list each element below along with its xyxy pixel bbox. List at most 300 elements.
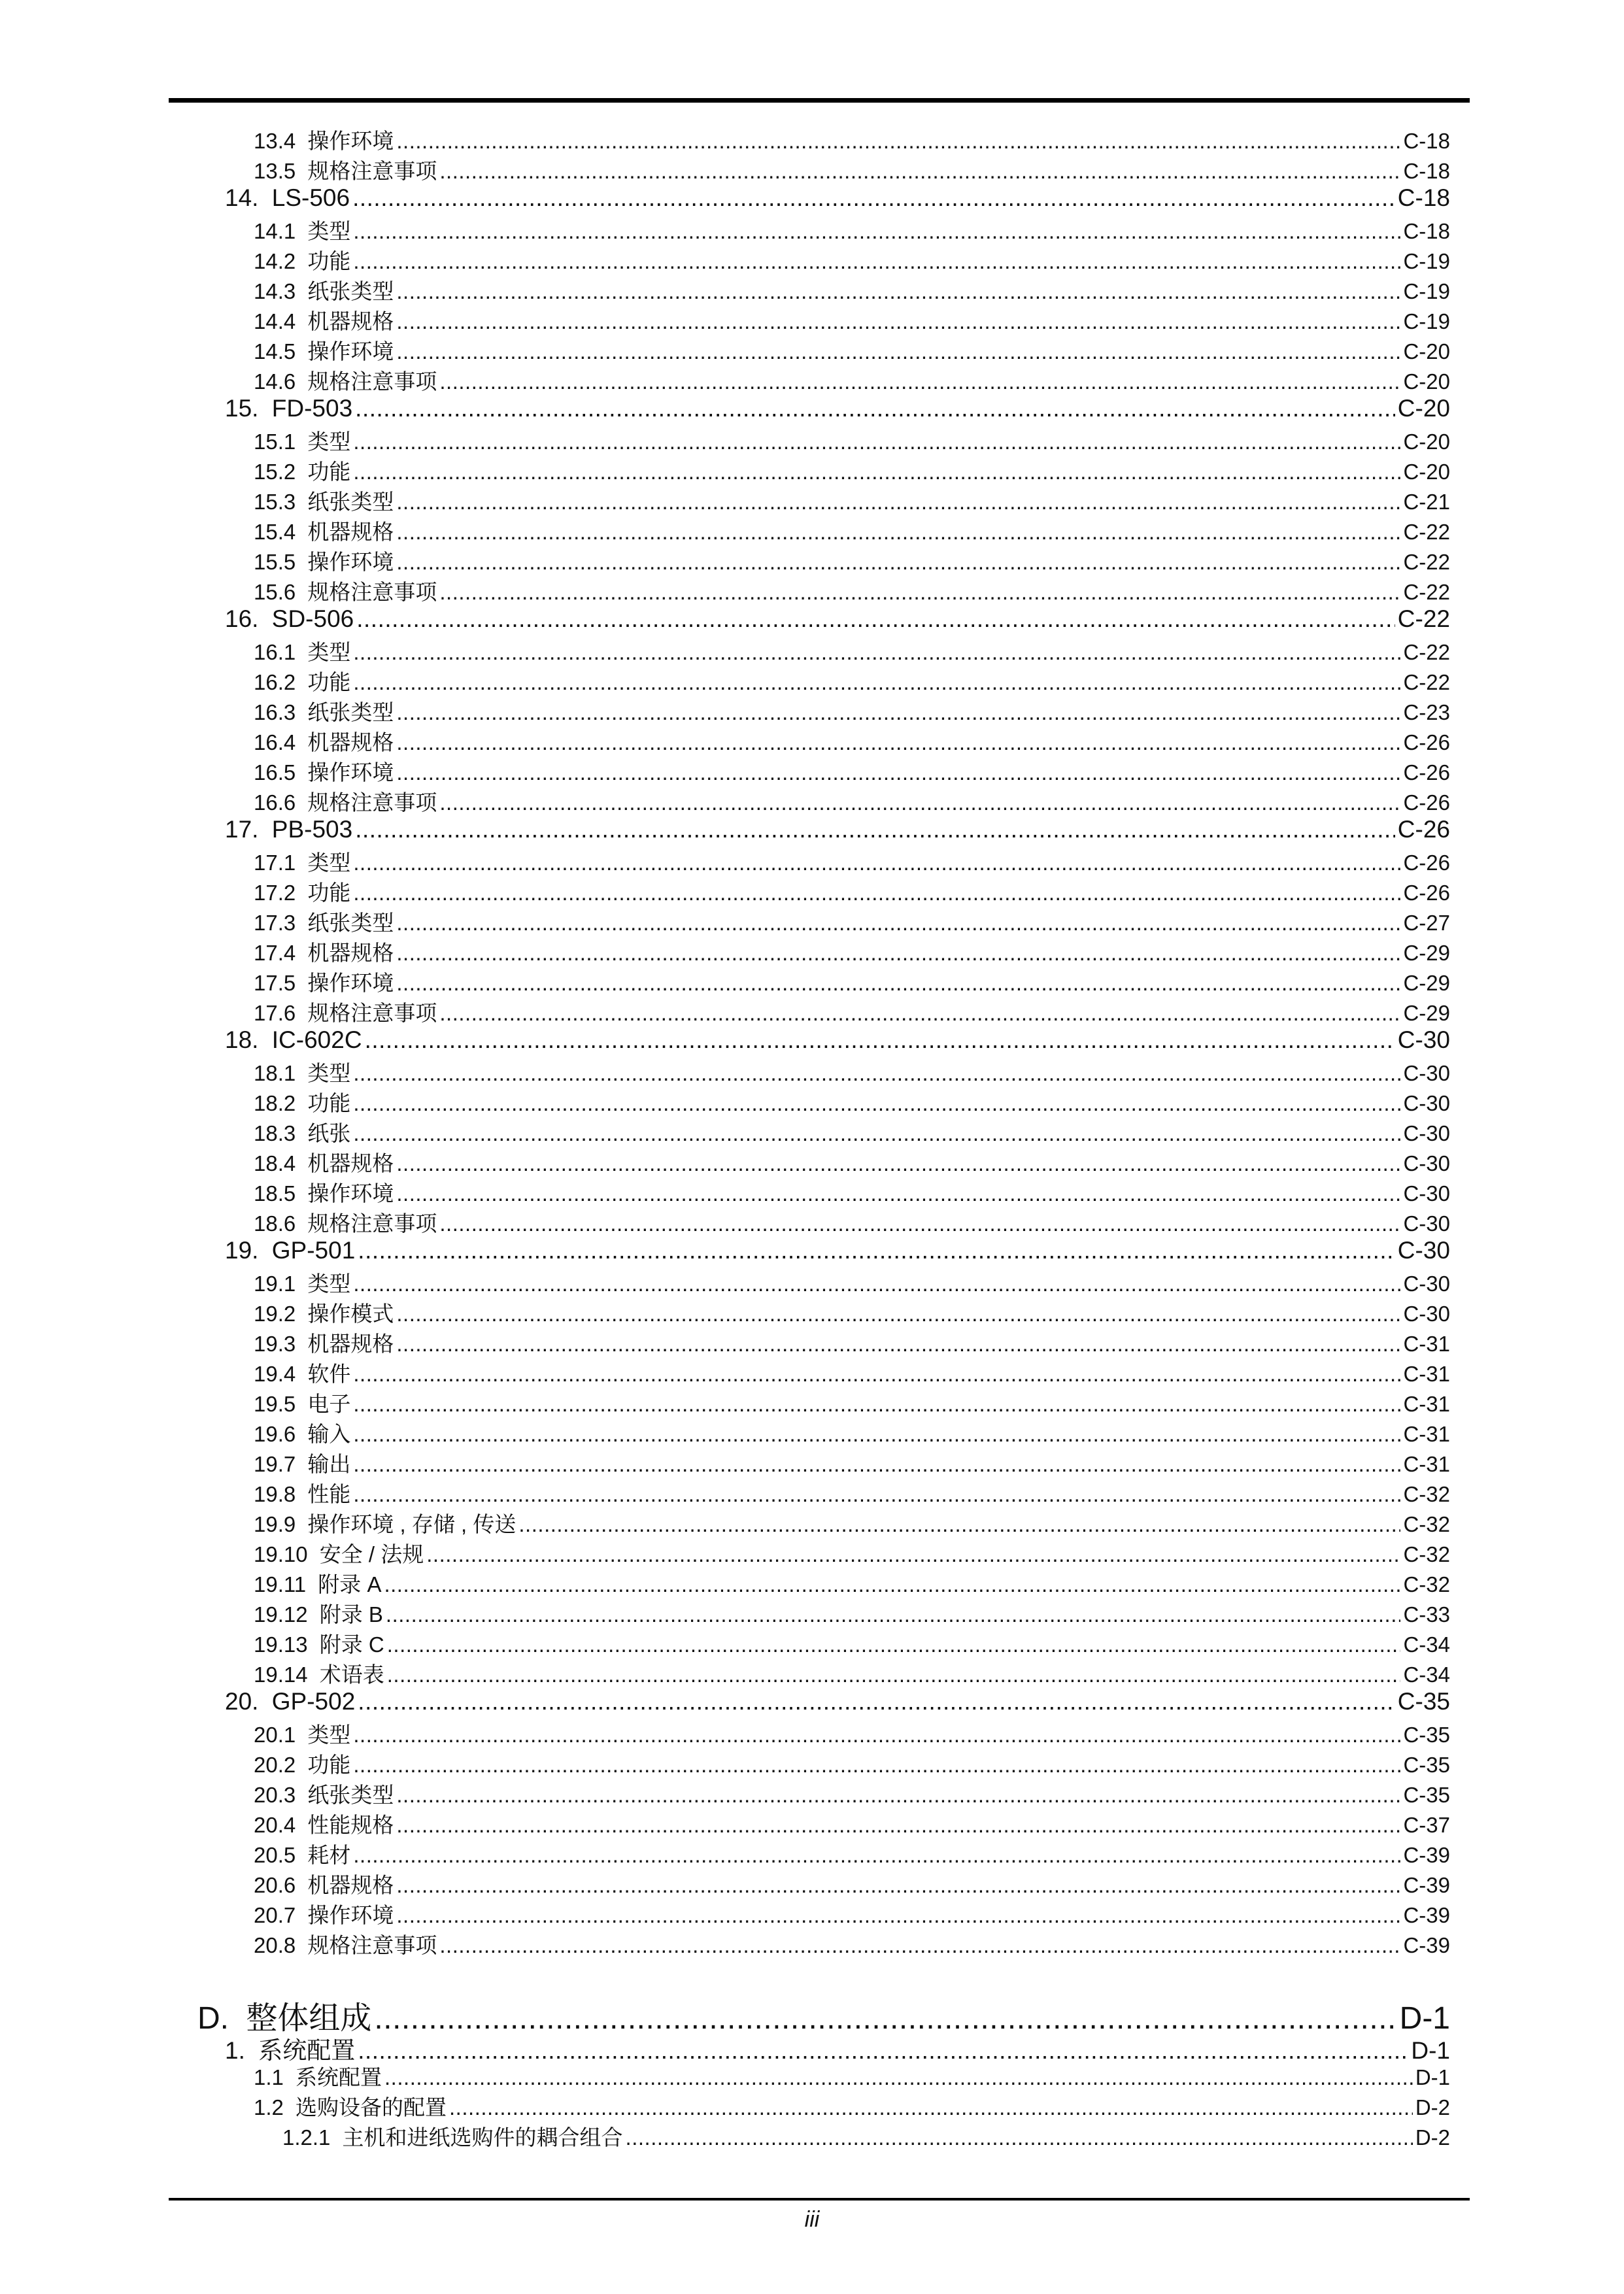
toc-entry-page: C-30 bbox=[1403, 1272, 1450, 1296]
toc-entry-number: 14.1 bbox=[254, 219, 296, 243]
toc-entry[interactable] bbox=[225, 1237, 1450, 1267]
toc-dot-leader bbox=[353, 881, 1400, 905]
toc-entry-title: 术语表 bbox=[319, 1662, 384, 1687]
toc-entry-number: 18.3 bbox=[254, 1121, 296, 1145]
toc-entry-number: 16.4 bbox=[254, 730, 296, 754]
toc-entry-page: C-29 bbox=[1403, 1001, 1450, 1025]
toc-entry-page: D-2 bbox=[1415, 2125, 1450, 2150]
toc-dot-leader bbox=[353, 851, 1400, 875]
toc-entry-title: 附录 A bbox=[318, 1572, 382, 1596]
toc-entry[interactable] bbox=[254, 966, 1450, 996]
toc-entry-title: 类型 bbox=[307, 219, 351, 243]
toc-entry-title: 操作环境 bbox=[307, 760, 394, 784]
toc-dot-leader bbox=[353, 1362, 1400, 1387]
toc-entry[interactable] bbox=[254, 485, 1450, 515]
toc-dot-leader bbox=[449, 2095, 1413, 2120]
toc-entry-number: 15. bbox=[225, 395, 259, 422]
toc-entry[interactable] bbox=[254, 154, 1450, 184]
toc-dot-leader bbox=[396, 730, 1400, 755]
toc-entry-page: C-30 bbox=[1403, 1151, 1450, 1175]
toc-entry-title: 功能 bbox=[307, 249, 351, 273]
toc-entry-number: 14.2 bbox=[254, 249, 296, 273]
toc-entry-title: 规格注意事项 bbox=[307, 1001, 437, 1025]
toc-entry-page: C-26 bbox=[1403, 851, 1450, 875]
toc-entry[interactable] bbox=[254, 1658, 1450, 1688]
toc-entry-number: 19.4 bbox=[254, 1362, 296, 1386]
toc-dot-leader bbox=[396, 911, 1400, 936]
toc-entry[interactable] bbox=[254, 906, 1450, 936]
toc-entry[interactable] bbox=[225, 1688, 1450, 1718]
toc-dot-leader bbox=[353, 1843, 1400, 1868]
toc-entry-page: C-30 bbox=[1403, 1211, 1450, 1236]
toc-entry-page: C-23 bbox=[1403, 700, 1450, 724]
toc-entry-number: 17.2 bbox=[254, 881, 296, 905]
toc-entry-page: C-32 bbox=[1403, 1572, 1450, 1596]
toc-dot-leader bbox=[353, 249, 1400, 274]
toc-entry[interactable] bbox=[254, 876, 1450, 906]
toc-entry-number: 19. bbox=[225, 1237, 259, 1264]
toc-dot-leader bbox=[396, 309, 1400, 334]
toc-entry[interactable] bbox=[254, 1056, 1450, 1087]
toc-entry[interactable] bbox=[254, 1868, 1450, 1898]
toc-entry[interactable] bbox=[254, 1087, 1450, 1117]
toc-dot-leader bbox=[396, 971, 1400, 996]
toc-entry-title: 操作环境 bbox=[307, 971, 394, 995]
toc-entry-page: C-26 bbox=[1403, 730, 1450, 754]
toc-entry-title: 规格注意事项 bbox=[307, 369, 437, 394]
toc-entry-number: 17.5 bbox=[254, 971, 296, 995]
toc-entry-number: 1.2.1 bbox=[282, 2125, 331, 2150]
toc-dot-leader bbox=[396, 1151, 1400, 1176]
toc-entry-title: 功能 bbox=[307, 670, 351, 694]
toc-entry-title: 类型 bbox=[307, 851, 351, 875]
toc-dot-leader bbox=[355, 395, 1395, 422]
toc-entry-page: C-30 bbox=[1403, 1121, 1450, 1145]
toc-entry[interactable] bbox=[254, 1327, 1450, 1357]
toc-entry-title: 主机和进纸选购件的耦合组合 bbox=[342, 2125, 623, 2150]
toc-entry[interactable] bbox=[254, 846, 1450, 876]
toc-entry[interactable] bbox=[254, 786, 1450, 816]
toc-entry-number: 20.5 bbox=[254, 1843, 296, 1867]
toc-entry-number: 16.2 bbox=[254, 670, 296, 694]
toc-entry-page: C-22 bbox=[1403, 640, 1450, 664]
toc-entry[interactable] bbox=[254, 1929, 1450, 1959]
toc-dot-leader bbox=[353, 670, 1400, 695]
toc-entry-page: C-29 bbox=[1403, 941, 1450, 965]
toc-entry[interactable] bbox=[254, 245, 1450, 275]
toc-entry-page: C-22 bbox=[1403, 670, 1450, 694]
toc-entry-page: C-30 bbox=[1403, 1091, 1450, 1115]
toc-entry-page: C-22 bbox=[1403, 550, 1450, 574]
toc-entry-number: 16.3 bbox=[254, 700, 296, 724]
toc-entry-number: 17. bbox=[225, 816, 259, 843]
toc-dot-leader bbox=[384, 1572, 1400, 1597]
toc-entry[interactable] bbox=[254, 1297, 1450, 1327]
toc-entry[interactable] bbox=[254, 1628, 1450, 1658]
toc-entry-page: C-20 bbox=[1403, 339, 1450, 363]
toc-entry[interactable] bbox=[254, 2061, 1450, 2091]
toc-entry-page: C-37 bbox=[1403, 1813, 1450, 1837]
toc-entry-number: 14. bbox=[225, 184, 259, 211]
toc-dot-leader bbox=[353, 1121, 1400, 1146]
toc-entry-page: C-26 bbox=[1403, 881, 1450, 905]
toc-entry-title: 操作环境 , 存储 , 传送 bbox=[307, 1512, 516, 1536]
toc-dot-leader bbox=[353, 1452, 1400, 1477]
toc-entry-number: 18.1 bbox=[254, 1061, 296, 1085]
toc-entry-page: C-19 bbox=[1403, 309, 1450, 333]
toc-entry-page: C-30 bbox=[1403, 1181, 1450, 1206]
toc-entry-title: 机器规格 bbox=[307, 941, 394, 965]
toc-entry-title: 类型 bbox=[307, 1061, 351, 1085]
toc-entry[interactable] bbox=[254, 1778, 1450, 1808]
toc-entry[interactable] bbox=[254, 726, 1450, 756]
toc-entry-title: 功能 bbox=[307, 881, 351, 905]
toc-entry-page: C-30 bbox=[1403, 1061, 1450, 1085]
toc-entry-page: C-30 bbox=[1397, 1026, 1450, 1053]
toc-entry[interactable] bbox=[225, 605, 1450, 635]
toc-entry-number: 17.6 bbox=[254, 1001, 296, 1025]
toc-entry-number: 15.1 bbox=[254, 430, 296, 454]
toc-entry-number: 16.6 bbox=[254, 790, 296, 815]
toc-dot-leader bbox=[353, 1272, 1400, 1296]
toc-dot-leader bbox=[396, 279, 1400, 304]
toc-entry-page: C-22 bbox=[1403, 520, 1450, 544]
toc-dot-leader bbox=[439, 790, 1400, 815]
toc-entry-title: 机器规格 bbox=[307, 730, 394, 754]
toc-dot-leader bbox=[518, 1512, 1400, 1537]
toc-entry-page: C-31 bbox=[1403, 1392, 1450, 1416]
toc-entry-number: 1.2 bbox=[254, 2095, 284, 2119]
toc-dot-leader bbox=[396, 1903, 1400, 1928]
toc-entry-page: C-29 bbox=[1403, 971, 1450, 995]
toc-entry[interactable] bbox=[254, 1898, 1450, 1929]
toc-entry[interactable] bbox=[254, 1718, 1450, 1748]
toc-dot-leader bbox=[396, 1783, 1400, 1808]
toc-entry-title: 机器规格 bbox=[307, 309, 394, 333]
toc-dot-leader bbox=[439, 159, 1400, 184]
toc-entry-title: 操作环境 bbox=[307, 550, 394, 574]
toc-entry-title: 规格注意事项 bbox=[307, 790, 437, 815]
toc-entry-title: 规格注意事项 bbox=[307, 580, 437, 604]
toc-entry-title: 纸张类型 bbox=[307, 490, 394, 514]
toc-entry-number: 13.4 bbox=[254, 129, 296, 153]
toc-entry-page: C-32 bbox=[1403, 1512, 1450, 1536]
toc-entry-number: 1. bbox=[225, 2037, 245, 2064]
toc-entry-title: 功能 bbox=[307, 1091, 351, 1115]
toc-entry[interactable] bbox=[254, 1447, 1450, 1477]
toc-entry-page: C-31 bbox=[1403, 1332, 1450, 1356]
toc-dot-leader bbox=[353, 1753, 1400, 1778]
toc-entry-number: 17.1 bbox=[254, 851, 296, 875]
toc-entry-number: 16. bbox=[225, 605, 259, 632]
toc-entry-title: GP-502 bbox=[271, 1688, 356, 1715]
toc-entry-number: 19.12 bbox=[254, 1602, 308, 1627]
toc-entry[interactable] bbox=[254, 1177, 1450, 1207]
toc-entry-number: 19.8 bbox=[254, 1482, 296, 1506]
toc-entry-page: C-31 bbox=[1403, 1422, 1450, 1446]
toc-entry-title: GP-501 bbox=[271, 1237, 356, 1264]
toc-entry-page: C-26 bbox=[1403, 760, 1450, 784]
toc-entry[interactable] bbox=[254, 666, 1450, 696]
toc-entry-page: C-20 bbox=[1403, 460, 1450, 484]
toc-entry-title: 电子 bbox=[307, 1392, 351, 1416]
toc-dot-leader bbox=[396, 760, 1400, 785]
toc-entry-title: 机器规格 bbox=[307, 520, 394, 544]
toc-entry-number: 20.7 bbox=[254, 1903, 296, 1927]
toc-entry-title: 操作环境 bbox=[307, 1903, 394, 1927]
toc-entry[interactable] bbox=[254, 1387, 1450, 1417]
toc-entry-page: C-22 bbox=[1403, 580, 1450, 604]
toc-entry[interactable] bbox=[254, 124, 1450, 154]
toc-entry-number: D. bbox=[197, 2001, 229, 2036]
toc-dot-leader bbox=[426, 1542, 1400, 1567]
toc-entry-page: D-1 bbox=[1411, 2037, 1450, 2064]
toc-entry-page: C-39 bbox=[1403, 1873, 1450, 1897]
toc-entry-number: 20.8 bbox=[254, 1933, 296, 1957]
toc-entry-number: 19.9 bbox=[254, 1512, 296, 1536]
toc-dot-leader bbox=[353, 430, 1400, 454]
toc-entry[interactable] bbox=[254, 305, 1450, 335]
toc-entry[interactable] bbox=[254, 1147, 1450, 1177]
toc-dot-leader bbox=[353, 1392, 1400, 1417]
toc-entry-title: 操作环境 bbox=[307, 129, 394, 153]
toc-entry-title: 功能 bbox=[307, 460, 351, 484]
toc-entry-number: 19.6 bbox=[254, 1422, 296, 1446]
toc-entry-page: C-27 bbox=[1403, 911, 1450, 935]
toc-dot-leader bbox=[396, 1302, 1400, 1326]
toc-entry[interactable] bbox=[225, 2031, 1450, 2064]
toc-dot-leader bbox=[387, 1632, 1401, 1657]
toc-entry-title: PB-503 bbox=[271, 816, 353, 843]
toc-entry-number: 14.5 bbox=[254, 339, 296, 363]
toc-entry-number: 18.4 bbox=[254, 1151, 296, 1175]
toc-entry-title: 输入 bbox=[307, 1422, 351, 1446]
toc-entry-number: 19.14 bbox=[254, 1662, 308, 1687]
toc-entry-title: SD-506 bbox=[271, 605, 354, 632]
toc-entry-number: 14.4 bbox=[254, 309, 296, 333]
toc-entry[interactable] bbox=[254, 1568, 1450, 1598]
toc-dot-leader bbox=[353, 1061, 1400, 1086]
toc-entry-number: 20.4 bbox=[254, 1813, 296, 1837]
toc-entry[interactable] bbox=[254, 1357, 1450, 1387]
toc-entry-title: 耗材 bbox=[307, 1843, 351, 1867]
toc-entry-title: 纸张类型 bbox=[307, 279, 394, 303]
toc-entry[interactable] bbox=[254, 425, 1450, 455]
toc-entry-title: 安全 / 法规 bbox=[319, 1542, 424, 1566]
toc-entry-number: 19.2 bbox=[254, 1302, 296, 1326]
toc-entry[interactable] bbox=[254, 515, 1450, 545]
toc-entry-title: 机器规格 bbox=[307, 1332, 394, 1356]
toc-entry-number: 20.1 bbox=[254, 1723, 296, 1747]
toc-entry[interactable] bbox=[197, 1993, 1450, 2036]
toc-dot-leader bbox=[353, 1482, 1400, 1507]
toc-entry-title: 软件 bbox=[307, 1362, 351, 1386]
toc-entry[interactable] bbox=[254, 335, 1450, 365]
toc-entry-title: 系统配置 bbox=[296, 2065, 382, 2089]
toc-dot-leader bbox=[384, 2065, 1413, 2090]
toc-entry-page: D-2 bbox=[1415, 2095, 1450, 2119]
toc-dot-leader bbox=[396, 941, 1400, 966]
toc-entry-number: 15.2 bbox=[254, 460, 296, 484]
toc-entry-title: 功能 bbox=[307, 1753, 351, 1777]
toc-dot-leader bbox=[396, 1873, 1400, 1898]
toc-entry[interactable] bbox=[254, 1838, 1450, 1868]
toc-dot-leader bbox=[356, 605, 1395, 633]
toc-entry-page: C-19 bbox=[1403, 249, 1450, 273]
toc-entry-page: C-18 bbox=[1403, 219, 1450, 243]
toc-entry-number: 20.3 bbox=[254, 1783, 296, 1807]
toc-entry-page: C-18 bbox=[1397, 184, 1450, 211]
toc-entry-number: 19.10 bbox=[254, 1542, 308, 1566]
toc-dot-leader bbox=[386, 1602, 1401, 1627]
toc-entry[interactable] bbox=[225, 816, 1450, 846]
toc-entry-title: 类型 bbox=[307, 1723, 351, 1747]
toc-entry[interactable] bbox=[282, 2121, 1450, 2151]
toc-dot-leader bbox=[352, 184, 1395, 212]
toc-entry-number: 18.2 bbox=[254, 1091, 296, 1115]
toc-entry-title: 规格注意事项 bbox=[307, 1211, 437, 1236]
toc-entry-number: 18.5 bbox=[254, 1181, 296, 1206]
toc-dot-leader bbox=[353, 1422, 1400, 1447]
toc-entry-page: C-20 bbox=[1403, 430, 1450, 454]
toc-entry-number: 1.1 bbox=[254, 2065, 284, 2089]
toc-entry[interactable] bbox=[254, 275, 1450, 305]
toc-entry[interactable] bbox=[254, 696, 1450, 726]
toc-entry-number: 20. bbox=[225, 1688, 259, 1715]
toc-entry-number: 19.11 bbox=[254, 1572, 307, 1596]
toc-entry-page: C-31 bbox=[1403, 1452, 1450, 1476]
toc-dot-leader bbox=[353, 1723, 1400, 1747]
toc-entry-title: 输出 bbox=[307, 1452, 351, 1476]
toc-entry[interactable] bbox=[254, 936, 1450, 966]
toc-entry-page: C-19 bbox=[1403, 279, 1450, 303]
toc-entry-number: 19.1 bbox=[254, 1272, 296, 1296]
toc-entry[interactable] bbox=[254, 1267, 1450, 1297]
toc-dot-leader bbox=[353, 640, 1400, 665]
toc-entry-title: 附录 C bbox=[319, 1632, 384, 1657]
toc-dot-leader bbox=[396, 520, 1400, 545]
toc-entry[interactable] bbox=[254, 1117, 1450, 1147]
toc-entry-page: C-18 bbox=[1403, 159, 1450, 183]
toc-entry-title: 纸张类型 bbox=[307, 1783, 394, 1807]
toc-entry-page: D-1 bbox=[1415, 2065, 1450, 2089]
toc-entry-page: C-32 bbox=[1403, 1542, 1450, 1566]
toc-entry-page: C-20 bbox=[1403, 369, 1450, 394]
toc-entry-title: 规格注意事项 bbox=[307, 1933, 437, 1957]
toc-entry[interactable] bbox=[254, 1207, 1450, 1237]
toc-entry-page: C-32 bbox=[1403, 1482, 1450, 1506]
toc-entry-number: 15.5 bbox=[254, 550, 296, 574]
toc-dot-leader bbox=[396, 1181, 1400, 1206]
toc-entry-page: C-39 bbox=[1403, 1903, 1450, 1927]
toc-entry-page: C-39 bbox=[1403, 1933, 1450, 1957]
toc-entry-title: 纸张 bbox=[307, 1121, 351, 1145]
toc-entry-number: 15.6 bbox=[254, 580, 296, 604]
toc-dot-leader bbox=[396, 1332, 1400, 1357]
toc-dot-leader bbox=[396, 550, 1400, 575]
toc-entry[interactable] bbox=[254, 545, 1450, 575]
toc-entry[interactable] bbox=[254, 1598, 1450, 1628]
toc-entry-page: C-30 bbox=[1403, 1302, 1450, 1326]
toc-entry-title: FD-503 bbox=[271, 395, 353, 422]
toc-entry-page: C-33 bbox=[1403, 1602, 1450, 1627]
footer-page-number: iii bbox=[804, 2207, 820, 2232]
toc-entry-title: 纸张类型 bbox=[307, 911, 394, 935]
toc-entry-page: C-35 bbox=[1397, 1688, 1450, 1715]
toc-entry-title: 性能规格 bbox=[307, 1813, 394, 1837]
toc-entry-number: 13.5 bbox=[254, 159, 296, 183]
toc-entry[interactable] bbox=[254, 2091, 1450, 2121]
toc-entry-number: 14.3 bbox=[254, 279, 296, 303]
toc-entry[interactable] bbox=[254, 365, 1450, 395]
toc-entry-number: 18.6 bbox=[254, 1211, 296, 1236]
toc-entry[interactable] bbox=[254, 214, 1450, 245]
toc-entry-number: 19.13 bbox=[254, 1632, 308, 1657]
toc-entry-page: C-22 bbox=[1397, 605, 1450, 632]
toc-entry-page: C-34 bbox=[1403, 1662, 1450, 1687]
toc-entry[interactable] bbox=[254, 1748, 1450, 1778]
toc-entry-page: C-31 bbox=[1403, 1362, 1450, 1386]
toc-entry-title: 规格注意事项 bbox=[307, 159, 437, 183]
toc-entry-page: D-1 bbox=[1399, 2001, 1450, 2036]
toc-entry-number: 19.7 bbox=[254, 1452, 296, 1476]
toc-entry-title: 机器规格 bbox=[307, 1873, 394, 1897]
toc-entry[interactable] bbox=[254, 455, 1450, 485]
toc-dot-leader bbox=[387, 1662, 1401, 1687]
toc-entry-page: C-34 bbox=[1403, 1632, 1450, 1657]
toc-entry-page: C-35 bbox=[1403, 1723, 1450, 1747]
toc-entry-title: 性能 bbox=[307, 1482, 351, 1506]
toc-dot-leader bbox=[353, 460, 1400, 484]
toc-entry[interactable] bbox=[254, 1477, 1450, 1508]
toc-dot-leader bbox=[365, 1026, 1395, 1054]
toc-dot-leader bbox=[396, 129, 1400, 154]
header-rule bbox=[169, 98, 1470, 103]
footer-rule bbox=[169, 2198, 1470, 2201]
toc-entry[interactable] bbox=[254, 575, 1450, 605]
toc-entry-number: 14.6 bbox=[254, 369, 296, 394]
toc-entry-number: 16.5 bbox=[254, 760, 296, 784]
toc-entry[interactable] bbox=[225, 1026, 1450, 1056]
toc-entry-title: 操作环境 bbox=[307, 1181, 394, 1206]
toc-dot-leader bbox=[396, 490, 1400, 514]
toc-entry[interactable] bbox=[254, 1508, 1450, 1538]
toc-dot-leader bbox=[396, 1813, 1400, 1838]
toc-entry[interactable] bbox=[254, 635, 1450, 666]
toc-entry[interactable] bbox=[225, 184, 1450, 214]
toc-entry[interactable] bbox=[254, 996, 1450, 1026]
toc-dot-leader bbox=[439, 1211, 1400, 1236]
toc-entry[interactable] bbox=[254, 1417, 1450, 1447]
toc-entry-page: C-26 bbox=[1403, 790, 1450, 815]
toc-entry-number: 18. bbox=[225, 1026, 259, 1053]
toc-entry-title: 整体组成 bbox=[246, 2001, 372, 2036]
toc-entry-number: 20.6 bbox=[254, 1873, 296, 1897]
toc-entry-title: 操作环境 bbox=[307, 339, 394, 363]
toc-entry[interactable] bbox=[254, 1538, 1450, 1568]
toc-entry-number: 19.5 bbox=[254, 1392, 296, 1416]
toc-entry[interactable] bbox=[254, 1808, 1450, 1838]
toc-entry[interactable] bbox=[225, 395, 1450, 425]
toc-entry-page: C-30 bbox=[1397, 1237, 1450, 1264]
toc-entry[interactable] bbox=[254, 756, 1450, 786]
toc-entry-page: C-39 bbox=[1403, 1843, 1450, 1867]
toc-entry-number: 16.1 bbox=[254, 640, 296, 664]
toc-entry-title: IC-602C bbox=[271, 1026, 362, 1053]
toc-entry-page: C-35 bbox=[1403, 1753, 1450, 1777]
toc-entry-number: 15.4 bbox=[254, 520, 296, 544]
toc-dot-leader bbox=[353, 1091, 1400, 1116]
